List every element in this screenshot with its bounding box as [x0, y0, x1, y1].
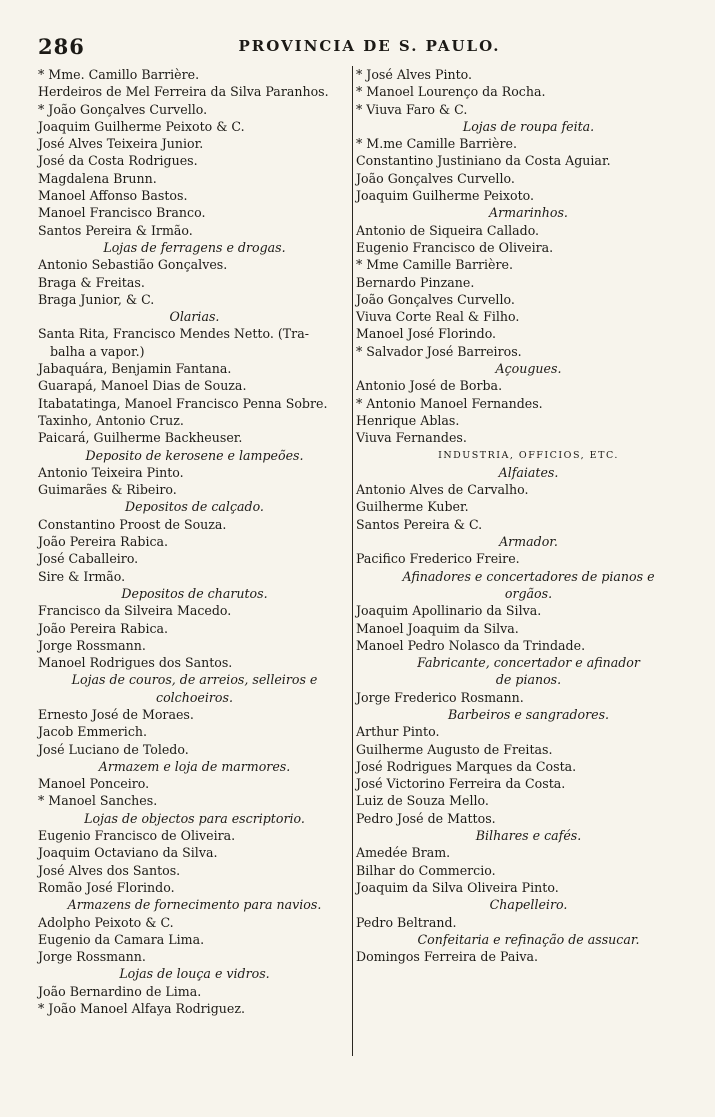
list-item: Manoel Francisco Branco.: [38, 205, 206, 221]
list-item: Henrique Ablas.: [356, 412, 460, 428]
section-heading-chapelleiro: Chapelleiro.: [489, 897, 568, 913]
list-item: Antonio José de Borba.: [356, 378, 503, 394]
section-heading-ferragens: Lojas de ferragens e drogas.: [103, 239, 286, 255]
list-item: Pacifico Frederico Freire.: [356, 551, 520, 567]
page-number: 286: [38, 34, 85, 59]
list-item: * Mme Camille Barrière.: [356, 257, 513, 273]
list-item: Braga & Freitas.: [38, 274, 145, 290]
list-item: * M.me Camille Barrière.: [356, 136, 517, 152]
section-heading-afinadores-cont: orgãos.: [504, 585, 553, 601]
column-divider: [352, 66, 353, 1056]
list-item: * Manoel Lourenço da Rocha.: [356, 84, 546, 100]
list-item: Joaquim Apollinario da Silva.: [356, 603, 542, 619]
section-heading-acougues: Açougues.: [495, 361, 562, 377]
list-item: * Antonio Manoel Fernandes.: [356, 395, 543, 411]
list-item: Braga Junior, & C.: [38, 291, 155, 307]
list-item: Magdalena Brunn.: [38, 170, 157, 186]
list-item: Adolpho Peixoto & C.: [38, 914, 174, 930]
list-item: Jorge Rossmann.: [38, 637, 146, 653]
list-item: José Rodrigues Marques da Costa.: [356, 758, 577, 774]
list-item: Manoel José Florindo.: [356, 326, 497, 342]
page-header: [38, 34, 701, 58]
list-item-continuation: balha a vapor.): [50, 343, 145, 359]
list-item: Joaquim da Silva Oliveira Pinto.: [356, 879, 559, 895]
section-heading-olarias: Olarias.: [169, 309, 220, 325]
list-item: Paicará, Guilherme Backheuser.: [38, 430, 243, 446]
left-column: [38, 66, 351, 1017]
list-item: * Manoel Sanches.: [38, 793, 158, 809]
section-heading-industria: INDUSTRIA, OFFICIOS, ETC.: [438, 449, 619, 461]
list-item: Taxinho, Antonio Cruz.: [38, 412, 184, 428]
list-item: Manoel Ponceiro.: [38, 776, 150, 792]
intro-list: [38, 66, 351, 239]
list-item: Pedro José de Mattos.: [356, 810, 496, 826]
list-item: Joaquim Octaviano da Silva.: [38, 845, 218, 861]
list-item: Constantino Justiniano da Costa Aguiar.: [356, 153, 611, 169]
list-item: Amedée Bram.: [356, 845, 451, 861]
section-heading-escriptorio: Lojas de objectos para escriptorio.: [84, 810, 305, 826]
list-item: José Luciano de Toledo.: [38, 741, 189, 757]
list-item: Guilherme Kuber.: [356, 499, 469, 515]
list-item: Guilherme Augusto de Freitas.: [356, 741, 553, 757]
list-item: Manoel Rodrigues dos Santos.: [38, 655, 233, 671]
list-item: Santa Rita, Francisco Mendes Netto. (Tra-: [38, 326, 309, 342]
list-item: Herdeiros de Mel Ferreira da Silva Paranhos.: [38, 84, 329, 100]
list-item: Constantino Proost de Souza.: [38, 516, 227, 532]
section-heading-confeitaria: Confeitaria e refinação de assucar.: [417, 931, 640, 947]
list-item: Guarapá, Manoel Dias de Souza.: [38, 378, 247, 394]
list-item: * Viuva Faro & C.: [356, 101, 468, 117]
list-item: Bilhar do Commercio.: [356, 862, 496, 878]
list-item: Bernardo Pinzane.: [356, 274, 475, 290]
right-column: [356, 66, 701, 965]
list-item: José Victorino Ferreira da Costa.: [356, 776, 566, 792]
list-item: Joaquim Guilherme Peixoto & C.: [38, 118, 245, 134]
list-item: João Pereira Rabica.: [38, 620, 169, 636]
section-heading-armador: Armador.: [499, 534, 558, 550]
list-item: Antonio Alves de Carvalho.: [356, 482, 529, 498]
list-item: * João Manoel Alfaya Rodriguez.: [38, 1001, 245, 1017]
list-item: João Pereira Rabica.: [38, 534, 169, 550]
list-item: * João Gonçalves Curvello.: [38, 101, 208, 117]
list-item: * Salvador José Barreiros.: [356, 343, 522, 359]
list-item: * José Alves Pinto.: [356, 67, 473, 82]
list-item: Manoel Joaquim da Silva.: [356, 620, 519, 636]
list-item: Ernesto José de Moraes.: [38, 706, 194, 722]
list-item: João Bernardino de Lima.: [38, 983, 202, 999]
section-heading-calcado: Depositos de calçado.: [125, 499, 264, 515]
list-item: Luiz de Souza Mello.: [356, 793, 489, 809]
section-heading-fabricante: Fabricante, concertador e afinador: [417, 655, 640, 671]
section-heading-louca: Lojas de louça e vidros.: [119, 966, 270, 982]
list-item: Pedro Beltrand.: [356, 914, 457, 930]
list-item: Eugenio da Camara Lima.: [38, 931, 205, 947]
list-item: Sire & Irmão.: [38, 568, 126, 584]
list-item: José Alves dos Santos.: [38, 862, 181, 878]
list-item: José Alves Teixeira Junior.: [38, 136, 204, 152]
section-heading-couros-cont: colchoeiros.: [156, 689, 233, 705]
section-heading-armarinhos: Armarinhos.: [489, 205, 568, 221]
section-heading-fabricante-cont: de pianos.: [495, 672, 562, 688]
list-item: Domingos Ferreira de Paiva.: [356, 949, 539, 965]
section-heading-afinadores: Afinadores e concertadores de pianos e: [402, 568, 655, 584]
list-item: Viuva Fernandes.: [356, 430, 467, 446]
list-item: Santos Pereira & C.: [356, 516, 483, 532]
list-item: Jorge Rossmann.: [38, 949, 146, 965]
list-item: Guimarães & Ribeiro.: [38, 482, 177, 498]
section-heading-marmores: Armazem e loja de marmores.: [98, 758, 291, 774]
list-item: Jorge Frederico Rosmann.: [356, 689, 524, 705]
list-item: José Caballeiro.: [38, 551, 139, 567]
list-item: Antonio de Siqueira Callado.: [356, 222, 540, 238]
list-item: Antonio Sebastião Gonçalves.: [38, 257, 228, 273]
section-heading-bilhares: Bilhares e cafés.: [475, 828, 582, 844]
section-heading-barbeiros: Barbeiros e sangradores.: [447, 706, 610, 722]
list-item: João Gonçalves Curvello.: [356, 291, 515, 307]
section-heading-charutos: Depositos de charutos.: [121, 585, 268, 601]
list-item: Joaquim Guilherme Peixoto.: [356, 188, 534, 204]
section-heading-kerosene: Deposito de kerosene e lampeões.: [85, 447, 304, 463]
list-item: Antonio Teixeira Pinto.: [38, 464, 184, 480]
list-item: José da Costa Rodrigues.: [38, 153, 198, 169]
list-item: * Mme. Camillo Barrière.: [38, 67, 200, 82]
list-item: Arthur Pinto.: [356, 724, 440, 740]
list-item: Manoel Pedro Nolasco da Trindade.: [356, 637, 586, 653]
section-heading-alfaiates: Alfaiates.: [498, 464, 559, 480]
list-item: Itabatatinga, Manoel Francisco Penna Sobre.: [38, 395, 328, 411]
list-item: Francisco da Silveira Macedo.: [38, 603, 232, 619]
list-item: Santos Pereira & Irmão.: [38, 222, 193, 238]
list-item: Jabaquára, Benjamin Fantana.: [38, 361, 232, 377]
list-item: Romão José Florindo.: [38, 879, 175, 895]
list-item: Eugenio Francisco de Oliveira.: [356, 239, 554, 255]
section-heading-navios: Armazens de fornecimento para navios.: [67, 897, 322, 913]
page-title: PROVINCIA DE S. PAULO.: [238, 37, 501, 55]
list-item: Manoel Affonso Bastos.: [38, 188, 188, 204]
list-item: João Gonçalves Curvello.: [356, 170, 515, 186]
section-heading-roupa: Lojas de roupa feita.: [462, 118, 595, 134]
list-item: Viuva Corte Real & Filho.: [356, 309, 520, 325]
section-heading-couros: Lojas de couros, de arreios, selleiros e: [71, 672, 318, 688]
list-item: Eugenio Francisco de Oliveira.: [38, 828, 236, 844]
list-item: Jacob Emmerich.: [38, 724, 148, 740]
